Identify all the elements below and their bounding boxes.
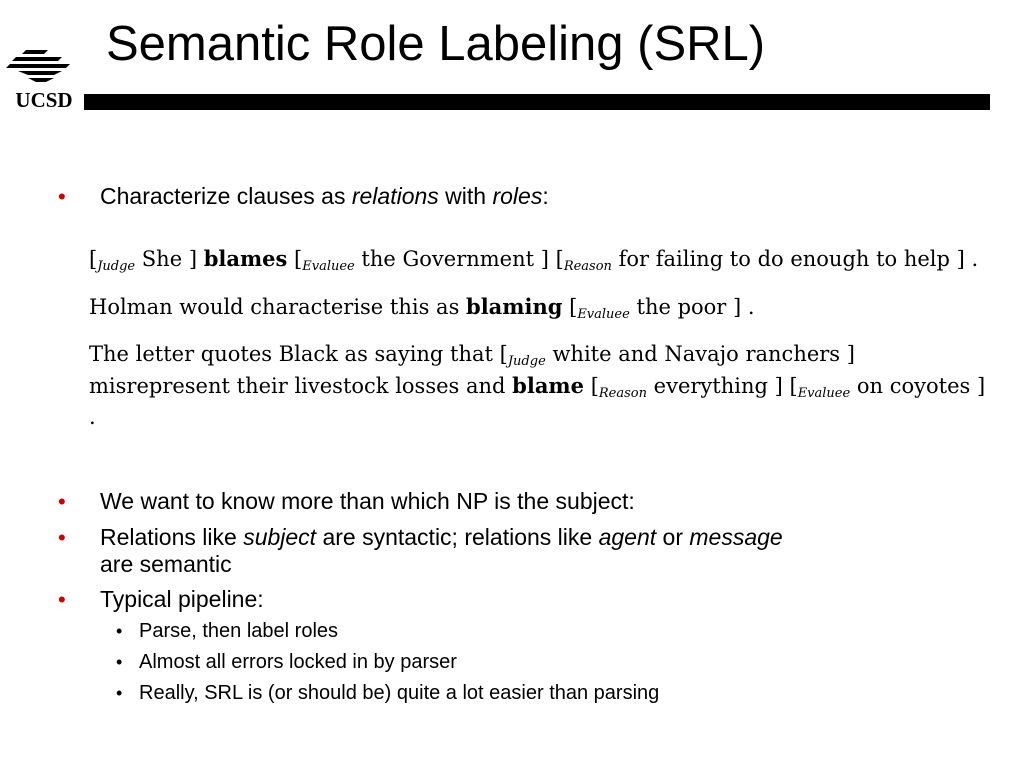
sub-bullet-easier: • Really, SRL is (or should be) quite a lot easier than parsing <box>139 681 659 705</box>
sub-bullet-parse: • Parse, then label roles <box>139 619 338 643</box>
title-divider <box>84 94 990 110</box>
example-sentence: [$_{Judge}$ She ] blames [$_{Evaluee}$ the Government ] [$_{Reason}$ for failing to do enough to help ] . <box>89 246 979 274</box>
page-title: Semantic Role Labeling (SRL) <box>106 17 766 71</box>
sub-bullet-errors: • Almost all errors locked in by parser <box>139 650 457 674</box>
bullet-np-subject: • We want to know more than which NP is the subject: <box>100 488 635 515</box>
example-sentence: Holman would characterise this as blaming [$_{Evaluee}$ the poor ] . <box>89 294 755 322</box>
bullet-characterize: • Characterize clauses as relations with roles: <box>100 183 549 210</box>
logo-text: UCSD <box>15 88 73 112</box>
bullet-relations: • Relations like subject are syntactic; relations like agent or message are semantic <box>100 524 783 578</box>
example-sentence: The letter quotes Black as saying that [$_{Judge}$ white and Navajo ranchers ] misrepresent their livestock losses and blame [$_{Reason}$ everything ] [$_{Evaluee}$ on coyotes ] . <box>89 342 986 429</box>
srl-examples <box>89 243 989 449</box>
bullet-pipeline: • Typical pipeline: <box>100 586 264 613</box>
